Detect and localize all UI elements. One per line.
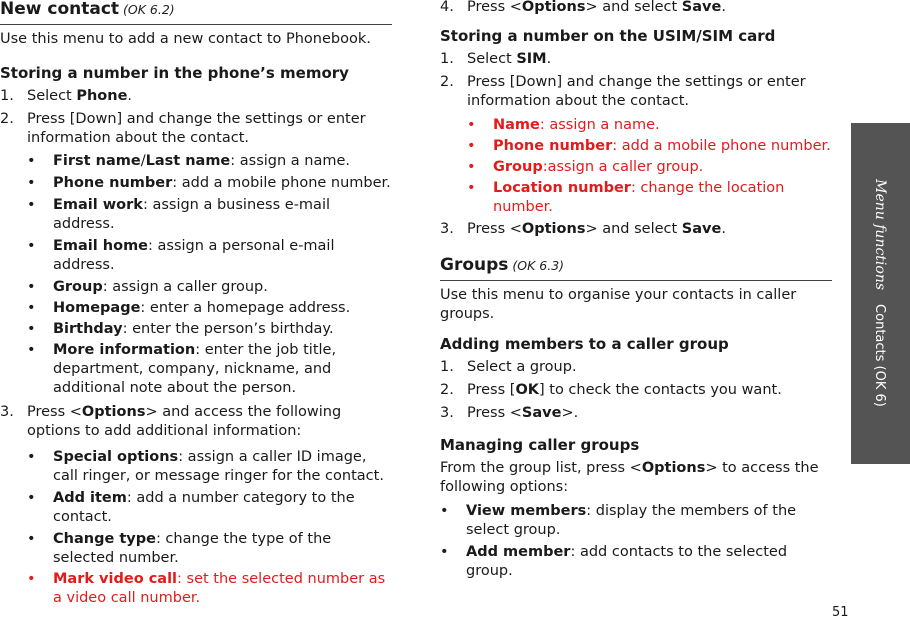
manage-options-list — [440, 502, 832, 581]
list-item: • Phone number: add a mobile phone number. — [27, 175, 391, 191]
step-1: 1. Select Phone. — [0, 88, 133, 104]
list-item: • Group:assign a caller group. — [467, 159, 704, 175]
list-item: • Email home: assign a personal e-mail address. — [27, 238, 335, 273]
group-step-2: 2. Press [OK] to check the contacts you want. — [440, 382, 782, 398]
step-3: 3. Press <Options> and access the following options to add additional information: — [0, 404, 342, 439]
list-item: • Location number: change the location number. — [467, 180, 785, 215]
managing-intro: From the group list, press <Options> to access the following options: — [440, 460, 819, 495]
list-item: • Homepage: enter a homepage address. — [27, 300, 351, 316]
left-column — [0, 0, 392, 608]
sim-step-1: 1. Select SIM. — [440, 51, 552, 67]
side-tab-label — [872, 179, 888, 407]
group-step-1: 1. Select a group. — [440, 359, 577, 375]
list-item: • Name: assign a name. — [467, 117, 660, 133]
additional-options-list — [27, 448, 392, 608]
sim-step-2: 2. Press [Down] and change the settings or enter information about the contact. — [440, 74, 806, 109]
subheading-managing-groups: Managing caller groups — [440, 436, 640, 454]
page-number: 51 — [832, 605, 849, 620]
list-item: • Birthday: enter the person’s birthday. — [27, 321, 334, 337]
groups-intro: Use this menu to organise your contacts in caller groups. — [440, 287, 797, 322]
list-item: • Phone number: add a mobile phone number. — [467, 138, 831, 154]
groups-rule — [440, 280, 832, 281]
subheading-phone-memory: Storing a number in the phone’s memory — [0, 64, 349, 82]
sim-fields-list — [467, 116, 832, 217]
list-item: • Special options: assign a caller ID image, call ringer, or message ringer for the contact. — [27, 449, 384, 484]
list-item-mark-video-call: • Mark video call: set the selected number as a video call number. — [27, 571, 386, 606]
section-title-groups: Groups (OK 6.3) — [440, 255, 565, 275]
subheading-adding-members: Adding members to a caller group — [440, 335, 729, 353]
chapter-label: Contacts (OK 6) — [872, 304, 887, 407]
right-column — [440, 0, 832, 581]
section-label: Menu functions — [872, 179, 888, 291]
list-item: • View members: display the members of the select group. — [440, 503, 797, 538]
phone-fields-list — [27, 152, 392, 398]
title-rule — [0, 24, 392, 25]
subheading-usim-sim: Storing a number on the USIM/SIM card — [440, 27, 776, 45]
section-title-new-contact — [0, 0, 392, 19]
step-4: 4. Press <Options> and select Save. — [440, 0, 726, 15]
list-item: • Add member: add contacts to the selected group. — [440, 544, 788, 579]
list-item: • Change type: change the type of the selected number. — [27, 531, 332, 566]
list-item: • Group: assign a caller group. — [27, 279, 268, 295]
intro-text: Use this menu to add a new contact to Phonebook. — [0, 31, 371, 47]
list-item: • More information: enter the job title, department, company, nickname, and additional note about the person. — [27, 342, 337, 396]
step-2: 2. Press [Down] and change the settings or enter information about the contact. — [0, 111, 366, 146]
title-text: New contact — [0, 0, 120, 19]
list-item: • First name/Last name: assign a name. — [27, 153, 351, 169]
menu-ref: (OK 6.2) — [123, 2, 175, 17]
list-item: • Email work: assign a business e-mail address. — [27, 197, 330, 232]
list-item: • Add item: add a number category to the contact. — [27, 490, 355, 525]
group-step-3: 3. Press <Save>. — [440, 405, 579, 421]
sim-step-3: 3. Press <Options> and select Save. — [440, 221, 726, 237]
